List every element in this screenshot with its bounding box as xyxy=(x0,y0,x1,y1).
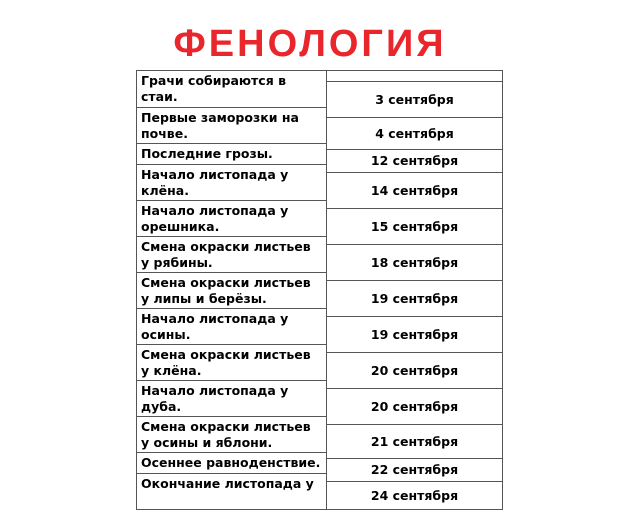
date-cell: 19 сентября xyxy=(327,281,503,317)
event-cell: Смена окраски листьев у осины и яблони. xyxy=(137,417,327,453)
date-cell: 3 сентября xyxy=(327,82,503,118)
event-cell: Первые заморозки на почве. xyxy=(137,108,327,144)
event-cell: Начало листопада у орешника. xyxy=(137,201,327,237)
date-cell: 24 сентября xyxy=(327,482,503,510)
date-cell: 15 сентября xyxy=(327,209,503,245)
date-cell: 14 сентября xyxy=(327,173,503,209)
phenology-table-container xyxy=(136,70,502,503)
event-cell: Начало листопада у осины. xyxy=(137,309,327,345)
event-cell: Смена окраски листьев у рябины. xyxy=(137,237,327,273)
date-cell: 20 сентября xyxy=(327,353,503,389)
event-cell: Последние грозы. xyxy=(137,144,327,165)
date-cell: 22 сентября xyxy=(327,459,503,482)
date-cell: 12 сентября xyxy=(327,150,503,173)
phenology-table xyxy=(136,70,503,510)
event-cell: Смена окраски листьев у клёна. xyxy=(137,345,327,381)
date-cell: 20 сентября xyxy=(327,389,503,425)
page-title: ФЕНОЛОГИЯ xyxy=(173,23,447,65)
date-cell: 21 сентября xyxy=(327,425,503,459)
event-cell: Грачи собираются в стаи. xyxy=(137,71,327,108)
date-cell: 4 сентября xyxy=(327,118,503,150)
date-cell: 19 сентября xyxy=(327,317,503,353)
date-cell: 18 сентября xyxy=(327,245,503,281)
event-cell: Окончание листопада у xyxy=(137,474,327,510)
event-cell: Начало листопада у клёна. xyxy=(137,165,327,201)
event-cell: Смена окраски листьев у липы и берёзы. xyxy=(137,273,327,309)
date-spacer xyxy=(327,71,503,82)
event-cell: Осеннее равноденствие. xyxy=(137,453,327,474)
event-cell: Начало листопада у дуба. xyxy=(137,381,327,417)
